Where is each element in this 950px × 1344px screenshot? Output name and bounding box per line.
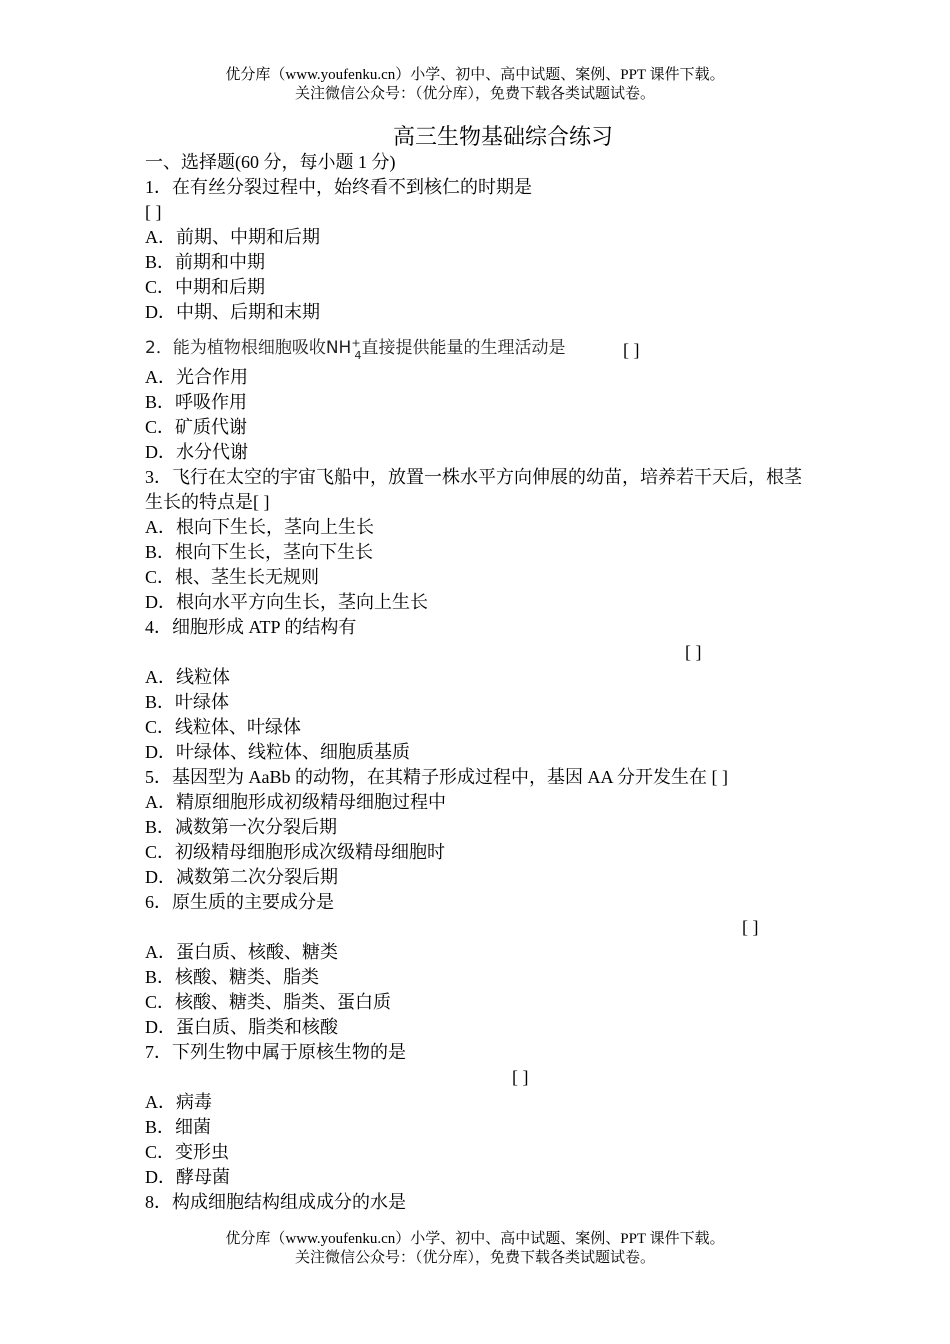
header-line-2: 关注微信公众号：（优分库），免费下载各类试题试卷。 [294, 86, 655, 102]
question-7-bracket: [ ] [512, 1067, 529, 1087]
question-7-option-d: D．酵母菌 [145, 1167, 230, 1187]
header-line-1: 优分库（www.youfenku.cn）小学、初中、高中试题、案例、PPT 课件下载。 [225, 67, 725, 83]
footer-line-2: 关注微信公众号：（优分库），免费下载各类试题试卷。 [294, 1250, 655, 1266]
question-4-bracket-line [145, 640, 805, 665]
question-4-bracket: [ ] [685, 642, 702, 662]
question-6-stem: 6．原生质的主要成分是 [145, 892, 334, 912]
question-7-stem: 7．下列生物中属于原核生物的是 [145, 1042, 406, 1062]
question-3-option-d: D．根向水平方向生长，茎向上生长 [145, 592, 428, 612]
exam-content [145, 150, 805, 1215]
question-8-stem: 8．构成细胞结构组成成分的水是 [145, 1192, 406, 1212]
question-2-stem-a: 2．能为植物根细胞吸收NH [145, 338, 352, 358]
question-4-option-d: D．叶绿体、线粒体、细胞质基质 [145, 742, 410, 762]
question-6-option-a: A．蛋白质、核酸、糖类 [145, 942, 338, 962]
question-3-option-c: C．根、茎生长无规则 [145, 567, 320, 587]
question-5-option-d: D．减数第二次分裂后期 [145, 867, 338, 887]
question-4-stem: 4．细胞形成 ATP 的结构有 [145, 617, 357, 637]
page-header [0, 66, 950, 104]
question-2-ion [351, 336, 362, 362]
question-7-option-b: B．细菌 [145, 1117, 212, 1137]
question-6-bracket: [ ] [742, 917, 759, 937]
question-6-option-c: C．核酸、糖类、脂类、蛋白质 [145, 992, 392, 1012]
question-1-option-b: B．前期和中期 [145, 252, 266, 272]
question-7-option-c: C．变形虫 [145, 1142, 230, 1162]
page-footer [0, 1230, 950, 1268]
question-5-option-b: B．减数第一次分裂后期 [145, 817, 338, 837]
question-4-option-b: B．叶绿体 [145, 692, 230, 712]
question-6-bracket-line [145, 915, 805, 940]
question-2-stem-b: 直接提供能量的生理活动是 [361, 338, 566, 358]
question-1-stem: 1．在有丝分裂过程中，始终看不到核仁的时期是 [145, 177, 532, 197]
question-6-option-d: D．蛋白质、脂类和核酸 [145, 1017, 338, 1037]
question-6-option-b: B．核酸、糖类、脂类 [145, 967, 320, 987]
question-2-option-d: D．水分代谢 [145, 442, 248, 462]
question-4-option-c: C．线粒体、叶绿体 [145, 717, 302, 737]
question-2-option-a: A．光合作用 [145, 367, 248, 387]
question-7-bracket-line [145, 1065, 805, 1090]
question-1-bracket: [ ] [145, 202, 162, 222]
question-1-option-a: A．前期、中期和后期 [145, 227, 320, 247]
question-2-ion-charge: + [351, 336, 361, 350]
question-1-option-d: D．中期、后期和末期 [145, 302, 320, 322]
question-2-stem [145, 330, 805, 365]
question-5-option-c: C．初级精母细胞形成次级精母细胞时 [145, 842, 446, 862]
section-heading: 一、选择题(60 分，每小题 1 分) [145, 152, 396, 172]
question-2-option-c: C．矿质代谢 [145, 417, 248, 437]
page-title: 高三生物基础综合练习 [392, 124, 613, 149]
question-2-option-b: B．呼吸作用 [145, 392, 248, 412]
question-7-option-a: A．病毒 [145, 1092, 212, 1112]
question-2-ion-subscript: 4 [354, 349, 362, 362]
question-5-stem: 5．基因型为 AaBb 的动物，在其精子形成过程中，基因 AA 分开发生在 [ ] [145, 767, 728, 787]
question-3-stem: 3．飞行在太空的宇宙飞船中，放置一株水平方向伸展的幼苗，培养若干天后，根茎生长的特点是[ ] [145, 467, 802, 512]
question-2-bracket: [ ] [623, 340, 640, 360]
question-3-option-b: B．根向下生长，茎向下生长 [145, 542, 374, 562]
question-3-option-a: A．根向下生长，茎向上生长 [145, 517, 374, 537]
question-4-option-a: A．线粒体 [145, 667, 230, 687]
question-1-option-c: C．中期和后期 [145, 277, 266, 297]
footer-line-1: 优分库（www.youfenku.cn）小学、初中、高中试题、案例、PPT 课件下载。 [225, 1231, 725, 1247]
question-5-option-a: A．精原细胞形成初级精母细胞过程中 [145, 792, 446, 812]
